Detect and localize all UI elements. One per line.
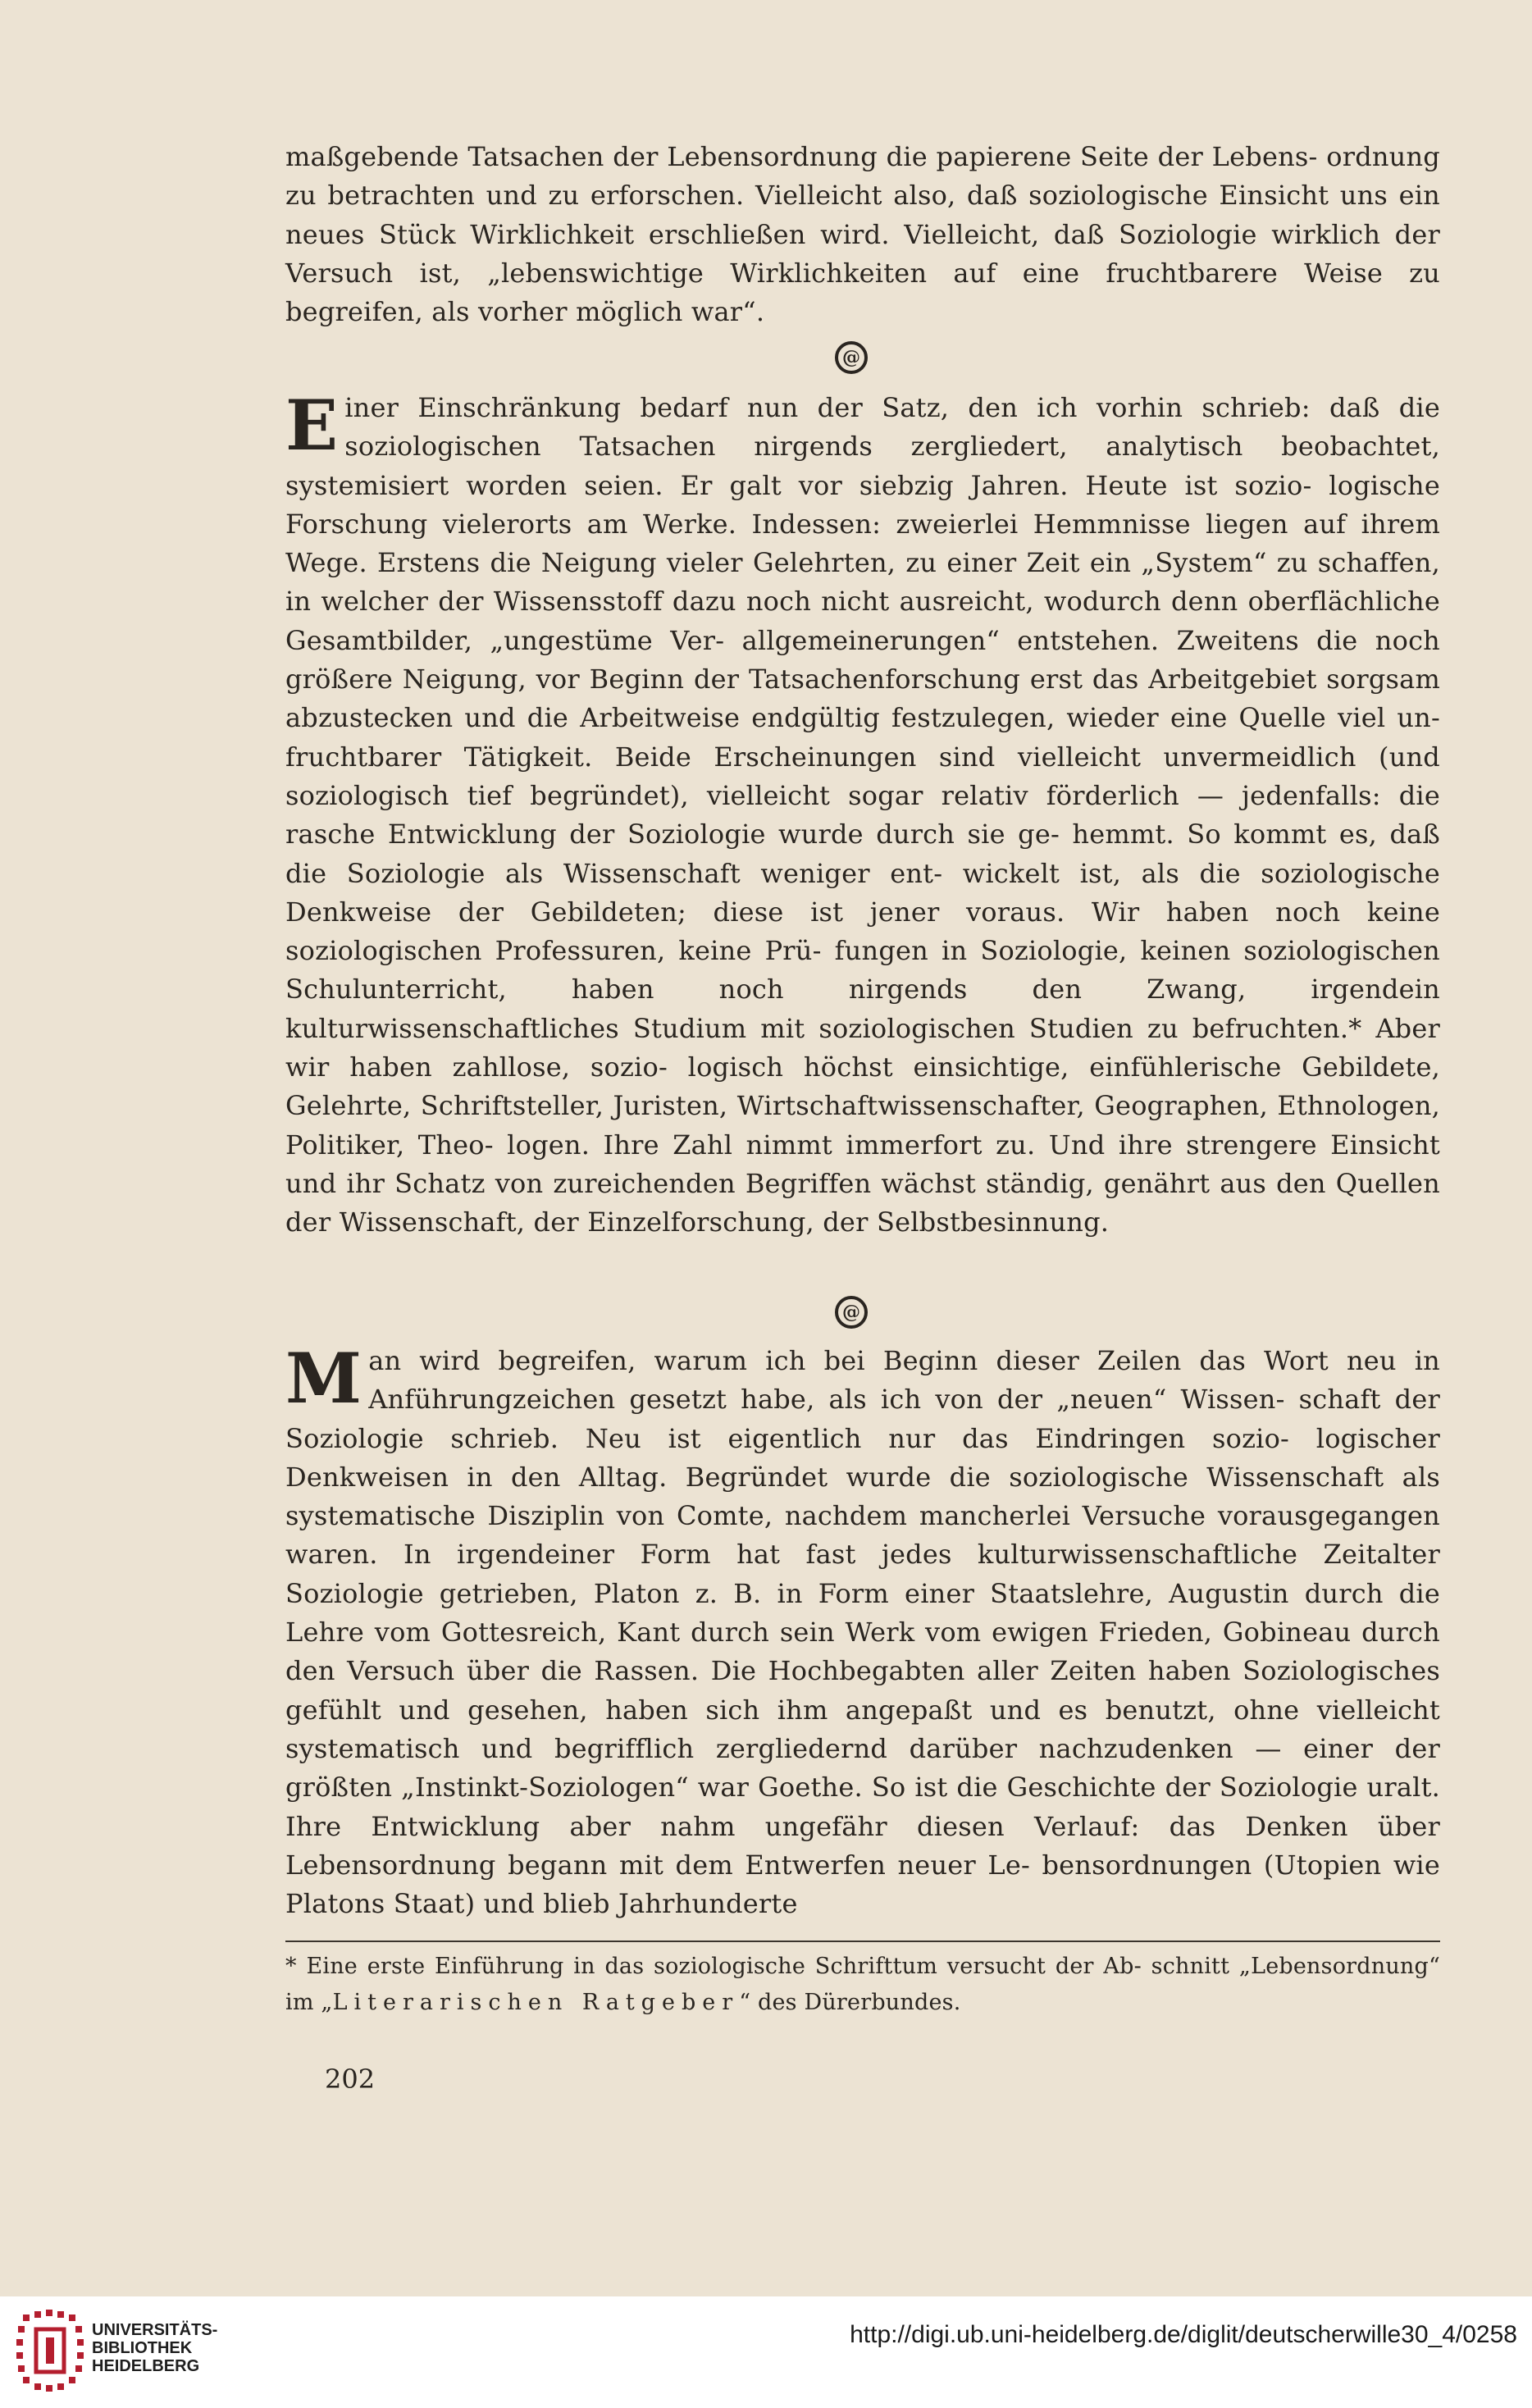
library-name xyxy=(92,2321,217,2375)
page-number: 202 xyxy=(325,2064,376,2095)
paragraph-text: iner Einschränkung bedarf nun der Satz, den ich vorhin schrieb: daß die soziologischen Tatsachen nirgends zergliedert, analytisch beobachtet, systemisiert worden seien. Er galt vor siebzig Jahren. Heute ist sozio- logische Forschung vielerorts am Werke. Indessen: zweierlei Hemmnisse liegen auf ihrem Wege. Erstens die Neigung vieler Gelehrten, zu einer Zeit ein „System“ zu schaffen, in welcher der Wissensstoff dazu noch nicht ausreicht, wodurch denn oberflächliche Gesamtbilder, „ungestüme Ver- allgemeinerungen“ entstehen. Zweitens die noch größere Neigung, vor Beginn der Tatsachenforschung erst das Arbeitgebiet sorgsam abzustecken und die Arbeitweise endgültig festzulegen, wieder eine Quelle viel un- fruchtbarer Tätigkeit. Beide Erscheinungen sind vielleicht unvermeidlich (und soziologisch tief begründet), vielleicht sogar relativ förderlich — jedenfalls: die rasche Entwicklung der Soziologie wurde durch sie ge- hemmt. So kommt es, daß die Soziologie als Wissenschaft weniger ent- wickelt ist, als die soziologische Denkweise der Gebildeten; diese ist jener voraus. Wir haben noch keine soziologischen Professuren, keine Prü- fungen in Soziologie, keinen soziologischen Schulunterricht, haben noch nirgends den Zwang, irgendein kulturwissenschaftliches Studium mit soziologischen Studien zu befruchten.* Aber wir haben zahllose, sozio- logisch höchst einsichtige, einfühlerische Gebildete, Gelehrte, Schriftsteller, Juristen, Wirtschaftwissenschafter, Geographen, Ethnologen, Politiker, Theo- logen. Ihre Zahl nimmt immerfort zu. Und ihre strengere Einsicht und ihr Schatz von zureichenden Begriffen wächst ständig, genährt aus den Quellen der Wissenschaft, der Einzelforschung, der Selbstbesinnung. xyxy=(285,392,1440,1238)
library-name-line: HEIDELBERG xyxy=(92,2357,200,2375)
footnote-text-end: “ des Dürerbundes. xyxy=(739,1990,961,2015)
university-seal-icon xyxy=(15,2308,85,2393)
ornament-icon: @ xyxy=(835,1296,868,1329)
ornament-icon: @ xyxy=(835,341,868,374)
footer-bar xyxy=(0,2296,1532,2408)
paragraph-text: an wird begreifen, warum ich bei Beginn dieser Zeilen das Wort neu in Anführungzeichen gesetzt habe, als ich von der „neuen“ Wissen- schaft der Soziologie schrieb. Neu ist eigentlich nur das Eindringen sozio- logischer Denkweisen in den Alltag. Begründet wurde die soziologische Wissenschaft als systematische Disziplin von Comte, nachdem mancherlei Versuche vorausgegangen waren. In irgendeiner Form hat fast jedes kulturwissenschaftliche Zeitalter Soziologie getrieben, Platon z. B. in Form einer Staatslehre, Augustin durch die Lehre vom Gottesreich, Kant durch sein Werk vom ewigen Frieden, Gobineau durch den Versuch über die Rassen. Die Hochbegabten aller Zeiten haben Soziologisches gefühlt und gesehen, haben sich ihm angepaßt und es benutzt, ohne vielleicht systematisch und begrifflich zergliedernd darüber nachzudenken — einer der größten „Instinkt-Soziologen“ war Goethe. So ist die Geschichte der Soziologie uralt. Ihre Entwicklung aber nahm ungefähr diesen Verlauf: das Denken über Lebensordnung begann mit dem Entwerfen neuer Le- bensordnungen (Utopien wie Platons Staat) und blieb Jahrhunderte xyxy=(285,1345,1440,1920)
footnote-spaced-title: Literarischen Ratgeber xyxy=(332,1990,740,2015)
paragraph xyxy=(285,1338,1440,1923)
footnote xyxy=(285,1949,1440,2021)
drop-cap: E xyxy=(285,385,339,466)
paragraph xyxy=(285,385,1440,1243)
footnote-rule xyxy=(285,1941,1440,1942)
text-column xyxy=(285,385,1440,1243)
source-url-link[interactable]: http://digi.ub.uni-heidelberg.de/diglit/deutscherwille30_4/0258 xyxy=(850,2321,1517,2348)
library-name-line: BIBLIOTHEK xyxy=(92,2339,193,2357)
text-column xyxy=(285,1338,1440,1923)
paragraph: maßgebende Tatsachen der Lebensordnung die papierene Seite der Lebens- ordnung zu betrachten und zu erforschen. Vielleicht also, daß soziologische Einsicht uns ein neues Stück Wirklichkeit erschließen wird. Vielleicht, daß Soziologie wirklich der Versuch ist, „lebenswichtige Wirklichkeiten auf eine fruchtbarere Weise zu begreifen, als vorher möglich war“. xyxy=(285,141,1440,328)
footnote-text: * Eine erste Einführung in das soziologische Schrifttum versucht der Ab- schnitt „Lebensordnung“ im „ xyxy=(285,1954,1440,2015)
text-column xyxy=(285,138,1440,331)
drop-cap: M xyxy=(285,1338,362,1419)
library-name-line: UNIVERSITÄTS- xyxy=(92,2321,218,2339)
